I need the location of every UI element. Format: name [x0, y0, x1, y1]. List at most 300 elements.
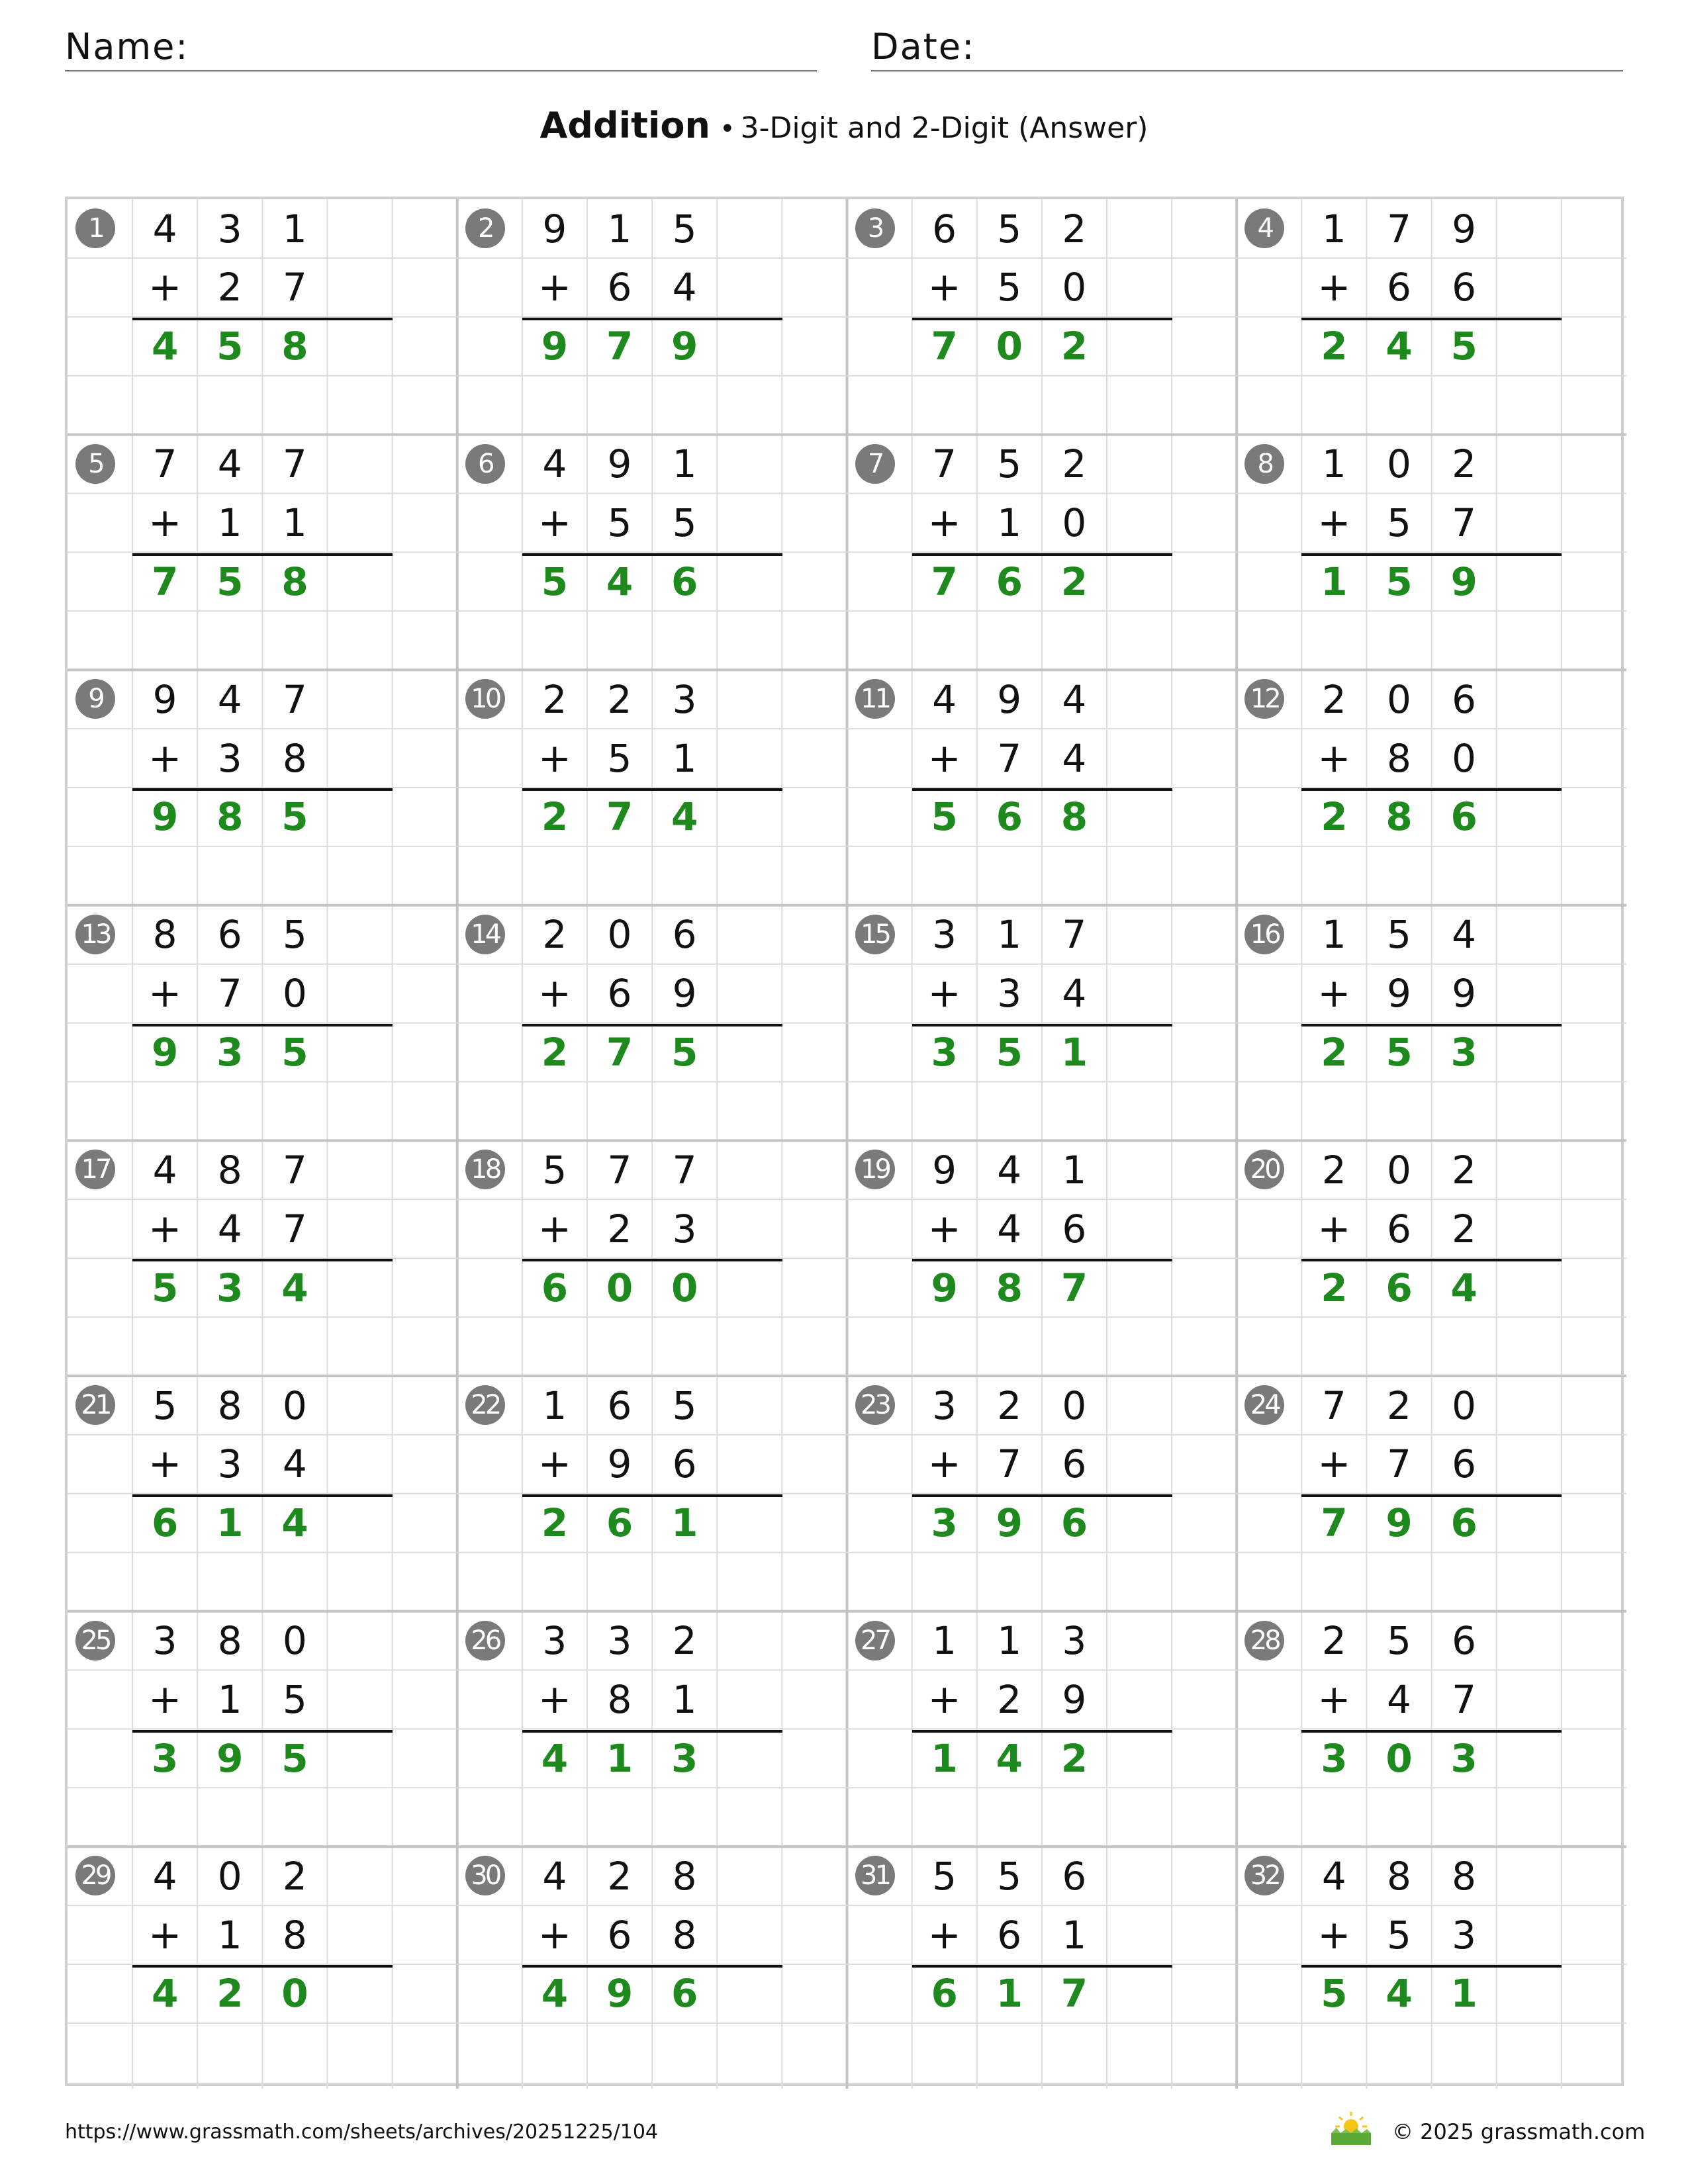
answer-digit: 4: [151, 324, 179, 369]
plus-sign: +: [148, 1205, 182, 1252]
bottom-addend-digit: 3: [217, 1441, 242, 1487]
addition-problem: [847, 670, 1237, 905]
problem-number-badge: 5: [75, 444, 115, 484]
top-addend-digit: 4: [152, 1853, 177, 1899]
bottom-addend-digit: 3: [997, 971, 1022, 1017]
bottom-addend-digit: 8: [282, 1912, 307, 1958]
bottom-addend-digit: 9: [607, 1441, 632, 1487]
bottom-addend-digit: 7: [997, 1441, 1022, 1487]
top-addend-digit: 7: [672, 1147, 697, 1193]
bottom-addend-digit: 7: [217, 971, 242, 1017]
answer-digit: 2: [216, 1971, 244, 2017]
problem-number-badge: 9: [75, 679, 115, 719]
addition-problem: [68, 1846, 457, 2082]
answer-digit: 4: [1385, 324, 1413, 369]
problem-number-badge: 20: [1244, 1150, 1284, 1189]
answer-digit: 5: [1385, 1030, 1413, 1075]
answer-digit: 9: [151, 1030, 179, 1075]
problem-number-badge: 23: [855, 1385, 895, 1425]
top-addend-digit: 2: [607, 676, 632, 722]
addition-problem: [847, 435, 1237, 670]
bottom-addend-digit: 7: [997, 735, 1022, 781]
top-addend-digit: 8: [217, 1383, 242, 1428]
top-addend-digit: 2: [1321, 676, 1346, 722]
top-addend-digit: 6: [1452, 1618, 1477, 1664]
addition-problem: [1237, 435, 1626, 670]
top-addend-digit: 2: [1321, 1618, 1346, 1664]
answer-digit: 5: [671, 1030, 698, 1075]
answer-digit: 6: [606, 1500, 633, 1546]
answer-digit: 5: [541, 559, 569, 604]
bottom-addend-digit: 6: [1062, 1206, 1087, 1251]
bottom-addend-digit: 1: [997, 500, 1022, 545]
plus-sign: +: [1317, 970, 1351, 1017]
plus-sign: +: [148, 1676, 182, 1723]
answer-digit: 6: [671, 1971, 698, 2017]
top-addend-digit: 2: [1387, 1383, 1411, 1428]
top-addend-digit: 0: [1387, 1147, 1411, 1193]
bottom-addend-digit: 7: [282, 1206, 307, 1251]
answer-digit: 7: [606, 794, 633, 840]
top-addend-digit: 5: [152, 1383, 177, 1428]
answer-digit: 2: [1321, 1265, 1348, 1310]
addition-problem: [68, 1140, 457, 1376]
problem-number-badge: 8: [1244, 444, 1284, 484]
top-addend-digit: 2: [1452, 1147, 1477, 1193]
plus-sign: +: [927, 1676, 961, 1723]
bottom-addend-digit: 5: [282, 1676, 307, 1722]
bottom-addend-digit: 9: [1452, 971, 1477, 1017]
answer-digit: 6: [996, 559, 1023, 604]
top-addend-digit: 9: [152, 676, 177, 722]
bottom-addend-digit: 9: [1062, 1676, 1087, 1722]
answer-digit: 1: [671, 1500, 698, 1546]
bottom-addend-digit: 9: [672, 971, 697, 1017]
bottom-addend-digit: 6: [607, 265, 632, 310]
bottom-addend-digit: 0: [1062, 500, 1087, 545]
answer-digit: 7: [931, 324, 958, 369]
top-addend-digit: 7: [1387, 206, 1411, 251]
answer-digit: 5: [1450, 324, 1477, 369]
bottom-addend-digit: 1: [217, 500, 242, 545]
problem-number-badge: 31: [855, 1856, 895, 1895]
top-addend-digit: 9: [932, 1147, 957, 1193]
top-addend-digit: 2: [282, 1853, 307, 1899]
top-addend-digit: 4: [152, 1147, 177, 1193]
plus-sign: +: [538, 264, 572, 311]
top-addend-digit: 5: [997, 441, 1022, 487]
answer-digit: 9: [216, 1735, 244, 1781]
plus-sign: +: [1317, 1911, 1351, 1958]
answer-digit: 6: [1385, 1265, 1413, 1310]
answer-digit: 5: [151, 1265, 179, 1310]
top-addend-digit: 9: [1452, 206, 1477, 251]
plus-sign: +: [538, 1676, 572, 1723]
plus-sign: +: [1317, 264, 1351, 311]
problem-number-badge: 19: [855, 1150, 895, 1189]
bottom-addend-digit: 6: [1452, 265, 1477, 310]
bottom-addend-digit: 2: [607, 1206, 632, 1251]
bottom-addend-digit: 6: [607, 1912, 632, 1958]
bottom-addend-digit: 7: [282, 265, 307, 310]
answer-digit: 4: [1450, 1265, 1477, 1310]
bottom-addend-digit: 6: [1387, 1206, 1411, 1251]
answer-digit: 2: [1321, 324, 1348, 369]
answer-digit: 2: [541, 1500, 569, 1546]
bottom-addend-digit: 6: [1452, 1441, 1477, 1487]
answer-digit: 8: [1060, 794, 1088, 840]
top-addend-digit: 3: [672, 676, 697, 722]
top-addend-digit: 4: [542, 441, 567, 487]
bottom-addend-digit: 4: [672, 265, 697, 310]
problem-number-badge: 13: [75, 915, 115, 954]
plus-sign: +: [1317, 1676, 1351, 1723]
bottom-addend-digit: 0: [1062, 265, 1087, 310]
top-addend-digit: 1: [672, 441, 697, 487]
bottom-addend-digit: 1: [672, 735, 697, 781]
answer-digit: 4: [541, 1735, 569, 1781]
plus-sign: +: [538, 735, 572, 782]
top-addend-digit: 6: [672, 912, 697, 958]
problem-grid: [65, 197, 1624, 2086]
bottom-addend-digit: 1: [672, 1676, 697, 1722]
addition-problem: [457, 670, 847, 905]
answer-digit: 3: [216, 1030, 244, 1075]
answer-digit: 1: [216, 1500, 244, 1546]
date-label: Date:: [871, 26, 976, 68]
bottom-addend-digit: 7: [1452, 500, 1477, 545]
top-addend-digit: 1: [1062, 1147, 1087, 1193]
footer-copyright: © 2025 grassmath.com: [1392, 2119, 1646, 2144]
problem-number-badge: 24: [1244, 1385, 1284, 1425]
answer-digit: 9: [151, 794, 179, 840]
plus-sign: +: [538, 1911, 572, 1958]
name-field[interactable]: [65, 23, 817, 71]
top-addend-digit: 1: [1321, 912, 1346, 958]
problem-number-badge: 28: [1244, 1621, 1284, 1661]
answer-digit: 6: [541, 1265, 569, 1310]
addition-problem: [1237, 199, 1626, 435]
top-addend-digit: 5: [1387, 912, 1411, 958]
addition-problem: [68, 1376, 457, 1612]
answer-digit: 6: [1450, 1500, 1477, 1546]
top-addend-digit: 0: [217, 1853, 242, 1899]
answer-digit: 5: [1385, 559, 1413, 604]
addition-problem: [457, 1612, 847, 1847]
answer-digit: 4: [541, 1971, 569, 2017]
top-addend-digit: 7: [282, 1147, 307, 1193]
bottom-addend-digit: 1: [1062, 1912, 1087, 1958]
bottom-addend-digit: 4: [282, 1441, 307, 1487]
answer-digit: 0: [671, 1265, 698, 1310]
bottom-addend-digit: 3: [672, 1206, 697, 1251]
top-addend-digit: 8: [152, 912, 177, 958]
answer-digit: 7: [606, 324, 633, 369]
top-addend-digit: 9: [542, 206, 567, 251]
plus-sign: +: [148, 264, 182, 311]
answer-digit: 6: [1060, 1500, 1088, 1546]
bottom-addend-digit: 1: [217, 1912, 242, 1958]
problem-number-badge: 22: [465, 1385, 505, 1425]
plus-sign: +: [927, 970, 961, 1017]
answer-digit: 4: [1385, 1971, 1413, 2017]
bottom-addend-digit: 6: [997, 1912, 1022, 1958]
addition-problem: [457, 1376, 847, 1612]
answer-digit: 3: [1450, 1735, 1477, 1781]
answer-digit: 4: [606, 559, 633, 604]
plus-sign: +: [927, 499, 961, 546]
footer-url[interactable]: https://www.grassmath.com/sheets/archives/20251225/104: [65, 2120, 659, 2144]
plus-sign: +: [927, 1441, 961, 1488]
top-addend-digit: 3: [542, 1618, 567, 1664]
problem-number-badge: 25: [75, 1621, 115, 1661]
addition-problem: [68, 435, 457, 670]
problem-number-badge: 2: [465, 208, 505, 248]
answer-digit: 2: [541, 1030, 569, 1075]
bottom-addend-digit: 4: [217, 1206, 242, 1251]
top-addend-digit: 5: [932, 1853, 957, 1899]
addition-problem: [1237, 1140, 1626, 1376]
top-addend-digit: 1: [997, 1618, 1022, 1664]
top-addend-digit: 0: [1452, 1383, 1477, 1428]
top-addend-digit: 1: [1321, 441, 1346, 487]
answer-digit: 3: [671, 1735, 698, 1781]
top-addend-digit: 6: [607, 1383, 632, 1428]
top-addend-digit: 3: [152, 1618, 177, 1664]
top-addend-digit: 4: [542, 1853, 567, 1899]
bottom-addend-digit: 2: [997, 1676, 1022, 1722]
bottom-addend-digit: 0: [1452, 735, 1477, 781]
top-addend-digit: 8: [1387, 1853, 1411, 1899]
problem-number-badge: 30: [465, 1856, 505, 1895]
top-addend-digit: 5: [672, 206, 697, 251]
answer-digit: 1: [606, 1735, 633, 1781]
top-addend-digit: 7: [932, 441, 957, 487]
answer-digit: 0: [281, 1971, 308, 2017]
answer-digit: 5: [1321, 1971, 1348, 2017]
plus-sign: +: [148, 970, 182, 1017]
answer-digit: 0: [1385, 1735, 1413, 1781]
top-addend-digit: 1: [542, 1383, 567, 1428]
answer-digit: 8: [281, 324, 308, 369]
problem-number-badge: 12: [1244, 679, 1284, 719]
plus-sign: +: [1317, 1205, 1351, 1252]
top-addend-digit: 0: [607, 912, 632, 958]
addition-problem: [457, 199, 847, 435]
bottom-addend-digit: 4: [997, 1206, 1022, 1251]
name-label: Name:: [65, 26, 189, 68]
bottom-addend-digit: 5: [997, 265, 1022, 310]
top-addend-digit: 7: [1062, 912, 1087, 958]
top-addend-digit: 8: [217, 1147, 242, 1193]
addition-problem: [1237, 670, 1626, 905]
top-addend-digit: 9: [997, 676, 1022, 722]
answer-digit: 4: [996, 1735, 1023, 1781]
problem-number-badge: 29: [75, 1856, 115, 1895]
answer-digit: 4: [281, 1265, 308, 1310]
top-addend-digit: 1: [932, 1618, 957, 1664]
top-addend-digit: 2: [1452, 441, 1477, 487]
plus-sign: +: [927, 735, 961, 782]
bottom-addend-digit: 4: [1062, 735, 1087, 781]
top-addend-digit: 5: [542, 1147, 567, 1193]
bottom-addend-digit: 5: [1387, 500, 1411, 545]
top-addend-digit: 3: [932, 912, 957, 958]
top-addend-digit: 3: [932, 1383, 957, 1428]
title-main: Addition: [539, 105, 710, 146]
bottom-addend-digit: 8: [672, 1912, 697, 1958]
top-addend-digit: 0: [282, 1383, 307, 1428]
date-field[interactable]: [871, 23, 1623, 71]
answer-digit: 5: [216, 324, 244, 369]
bottom-addend-digit: 8: [282, 735, 307, 781]
title-separator: •: [719, 114, 735, 144]
answer-digit: 7: [931, 559, 958, 604]
top-addend-digit: 0: [1387, 441, 1411, 487]
top-addend-digit: 6: [932, 206, 957, 251]
top-addend-digit: 4: [1062, 676, 1087, 722]
top-addend-digit: 8: [672, 1853, 697, 1899]
plus-sign: +: [1317, 1441, 1351, 1488]
answer-digit: 9: [996, 1500, 1023, 1546]
problem-number-badge: 6: [465, 444, 505, 484]
top-addend-digit: 2: [1062, 441, 1087, 487]
bottom-addend-digit: 3: [1452, 1912, 1477, 1958]
plus-sign: +: [538, 499, 572, 546]
top-addend-digit: 4: [932, 676, 957, 722]
answer-digit: 2: [1060, 1735, 1088, 1781]
answer-digit: 9: [1450, 559, 1477, 604]
answer-digit: 9: [931, 1265, 958, 1310]
grassmath-logo-icon: [1327, 2109, 1375, 2148]
answer-digit: 8: [996, 1265, 1023, 1310]
bottom-addend-digit: 1: [282, 500, 307, 545]
answer-digit: 3: [931, 1030, 958, 1075]
answer-digit: 2: [541, 794, 569, 840]
top-addend-digit: 7: [1321, 1383, 1346, 1428]
answer-digit: 9: [541, 324, 569, 369]
answer-digit: 1: [1060, 1030, 1088, 1075]
top-addend-digit: 7: [152, 441, 177, 487]
addition-problem: [457, 905, 847, 1141]
top-addend-digit: 2: [607, 1853, 632, 1899]
answer-digit: 2: [1321, 794, 1348, 840]
answer-digit: 6: [671, 559, 698, 604]
top-addend-digit: 5: [282, 912, 307, 958]
answer-digit: 6: [996, 794, 1023, 840]
top-addend-digit: 1: [282, 206, 307, 251]
bottom-addend-digit: 1: [217, 1676, 242, 1722]
bottom-addend-digit: 0: [282, 971, 307, 1017]
problem-number-badge: 32: [1244, 1856, 1284, 1895]
answer-digit: 9: [671, 324, 698, 369]
answer-digit: 2: [1060, 324, 1088, 369]
top-addend-digit: 8: [217, 1618, 242, 1664]
plus-sign: +: [538, 1441, 572, 1488]
top-addend-digit: 3: [607, 1618, 632, 1664]
answer-digit: 7: [1321, 1500, 1348, 1546]
addition-problem: [847, 1846, 1237, 2082]
answer-digit: 4: [151, 1971, 179, 2017]
answer-digit: 7: [606, 1030, 633, 1075]
top-addend-digit: 6: [1452, 676, 1477, 722]
bottom-addend-digit: 6: [607, 971, 632, 1017]
answer-digit: 5: [216, 559, 244, 604]
problem-number-badge: 18: [465, 1150, 505, 1189]
answer-digit: 3: [216, 1265, 244, 1310]
problem-number-badge: 1: [75, 208, 115, 248]
bottom-addend-digit: 7: [1452, 1676, 1477, 1722]
answer-digit: 3: [1450, 1030, 1477, 1075]
problem-number-badge: 10: [465, 679, 505, 719]
bottom-addend-digit: 3: [217, 735, 242, 781]
answer-digit: 1: [1321, 559, 1348, 604]
top-addend-digit: 8: [1452, 1853, 1477, 1899]
bottom-addend-digit: 4: [1062, 971, 1087, 1017]
bottom-addend-digit: 6: [672, 1441, 697, 1487]
bottom-addend-digit: 5: [607, 735, 632, 781]
answer-digit: 3: [931, 1500, 958, 1546]
problem-number-badge: 17: [75, 1150, 115, 1189]
problem-number-badge: 7: [855, 444, 895, 484]
answer-digit: 5: [931, 794, 958, 840]
problem-number-badge: 27: [855, 1621, 895, 1661]
answer-digit: 4: [281, 1500, 308, 1546]
bottom-addend-digit: 8: [607, 1676, 632, 1722]
bottom-addend-digit: 6: [1387, 265, 1411, 310]
answer-digit: 5: [281, 794, 308, 840]
top-addend-digit: 5: [672, 1383, 697, 1428]
addition-problem: [457, 1846, 847, 2082]
top-addend-digit: 3: [1062, 1618, 1087, 1664]
answer-digit: 2: [1321, 1030, 1348, 1075]
bottom-addend-digit: 8: [1387, 735, 1411, 781]
problem-number-badge: 3: [855, 208, 895, 248]
addition-problem: [68, 670, 457, 905]
top-addend-digit: 2: [672, 1618, 697, 1664]
answer-digit: 8: [281, 559, 308, 604]
problem-number-badge: 26: [465, 1621, 505, 1661]
top-addend-digit: 4: [1452, 912, 1477, 958]
top-addend-digit: 7: [282, 676, 307, 722]
answer-digit: 0: [996, 324, 1023, 369]
top-addend-digit: 2: [542, 676, 567, 722]
top-addend-digit: 5: [997, 1853, 1022, 1899]
plus-sign: +: [148, 1441, 182, 1488]
top-addend-digit: 2: [1321, 1147, 1346, 1193]
top-addend-digit: 2: [997, 1383, 1022, 1428]
bottom-addend-digit: 5: [1387, 1912, 1411, 1958]
bottom-addend-digit: 4: [1387, 1676, 1411, 1722]
answer-digit: 3: [1321, 1735, 1348, 1781]
addition-problem: [68, 1612, 457, 1847]
top-addend-digit: 5: [1387, 1618, 1411, 1664]
top-addend-digit: 4: [217, 441, 242, 487]
plus-sign: +: [148, 1911, 182, 1958]
top-addend-digit: 6: [217, 912, 242, 958]
top-addend-digit: 9: [607, 441, 632, 487]
problem-number-badge: 16: [1244, 915, 1284, 954]
top-addend-digit: 3: [217, 206, 242, 251]
addition-problem: [68, 199, 457, 435]
plus-sign: +: [538, 1205, 572, 1252]
plus-sign: +: [1317, 499, 1351, 546]
top-addend-digit: 1: [997, 912, 1022, 958]
addition-problem: [1237, 1376, 1626, 1612]
top-addend-digit: 2: [542, 912, 567, 958]
top-addend-digit: 4: [997, 1147, 1022, 1193]
answer-digit: 6: [931, 1971, 958, 2017]
